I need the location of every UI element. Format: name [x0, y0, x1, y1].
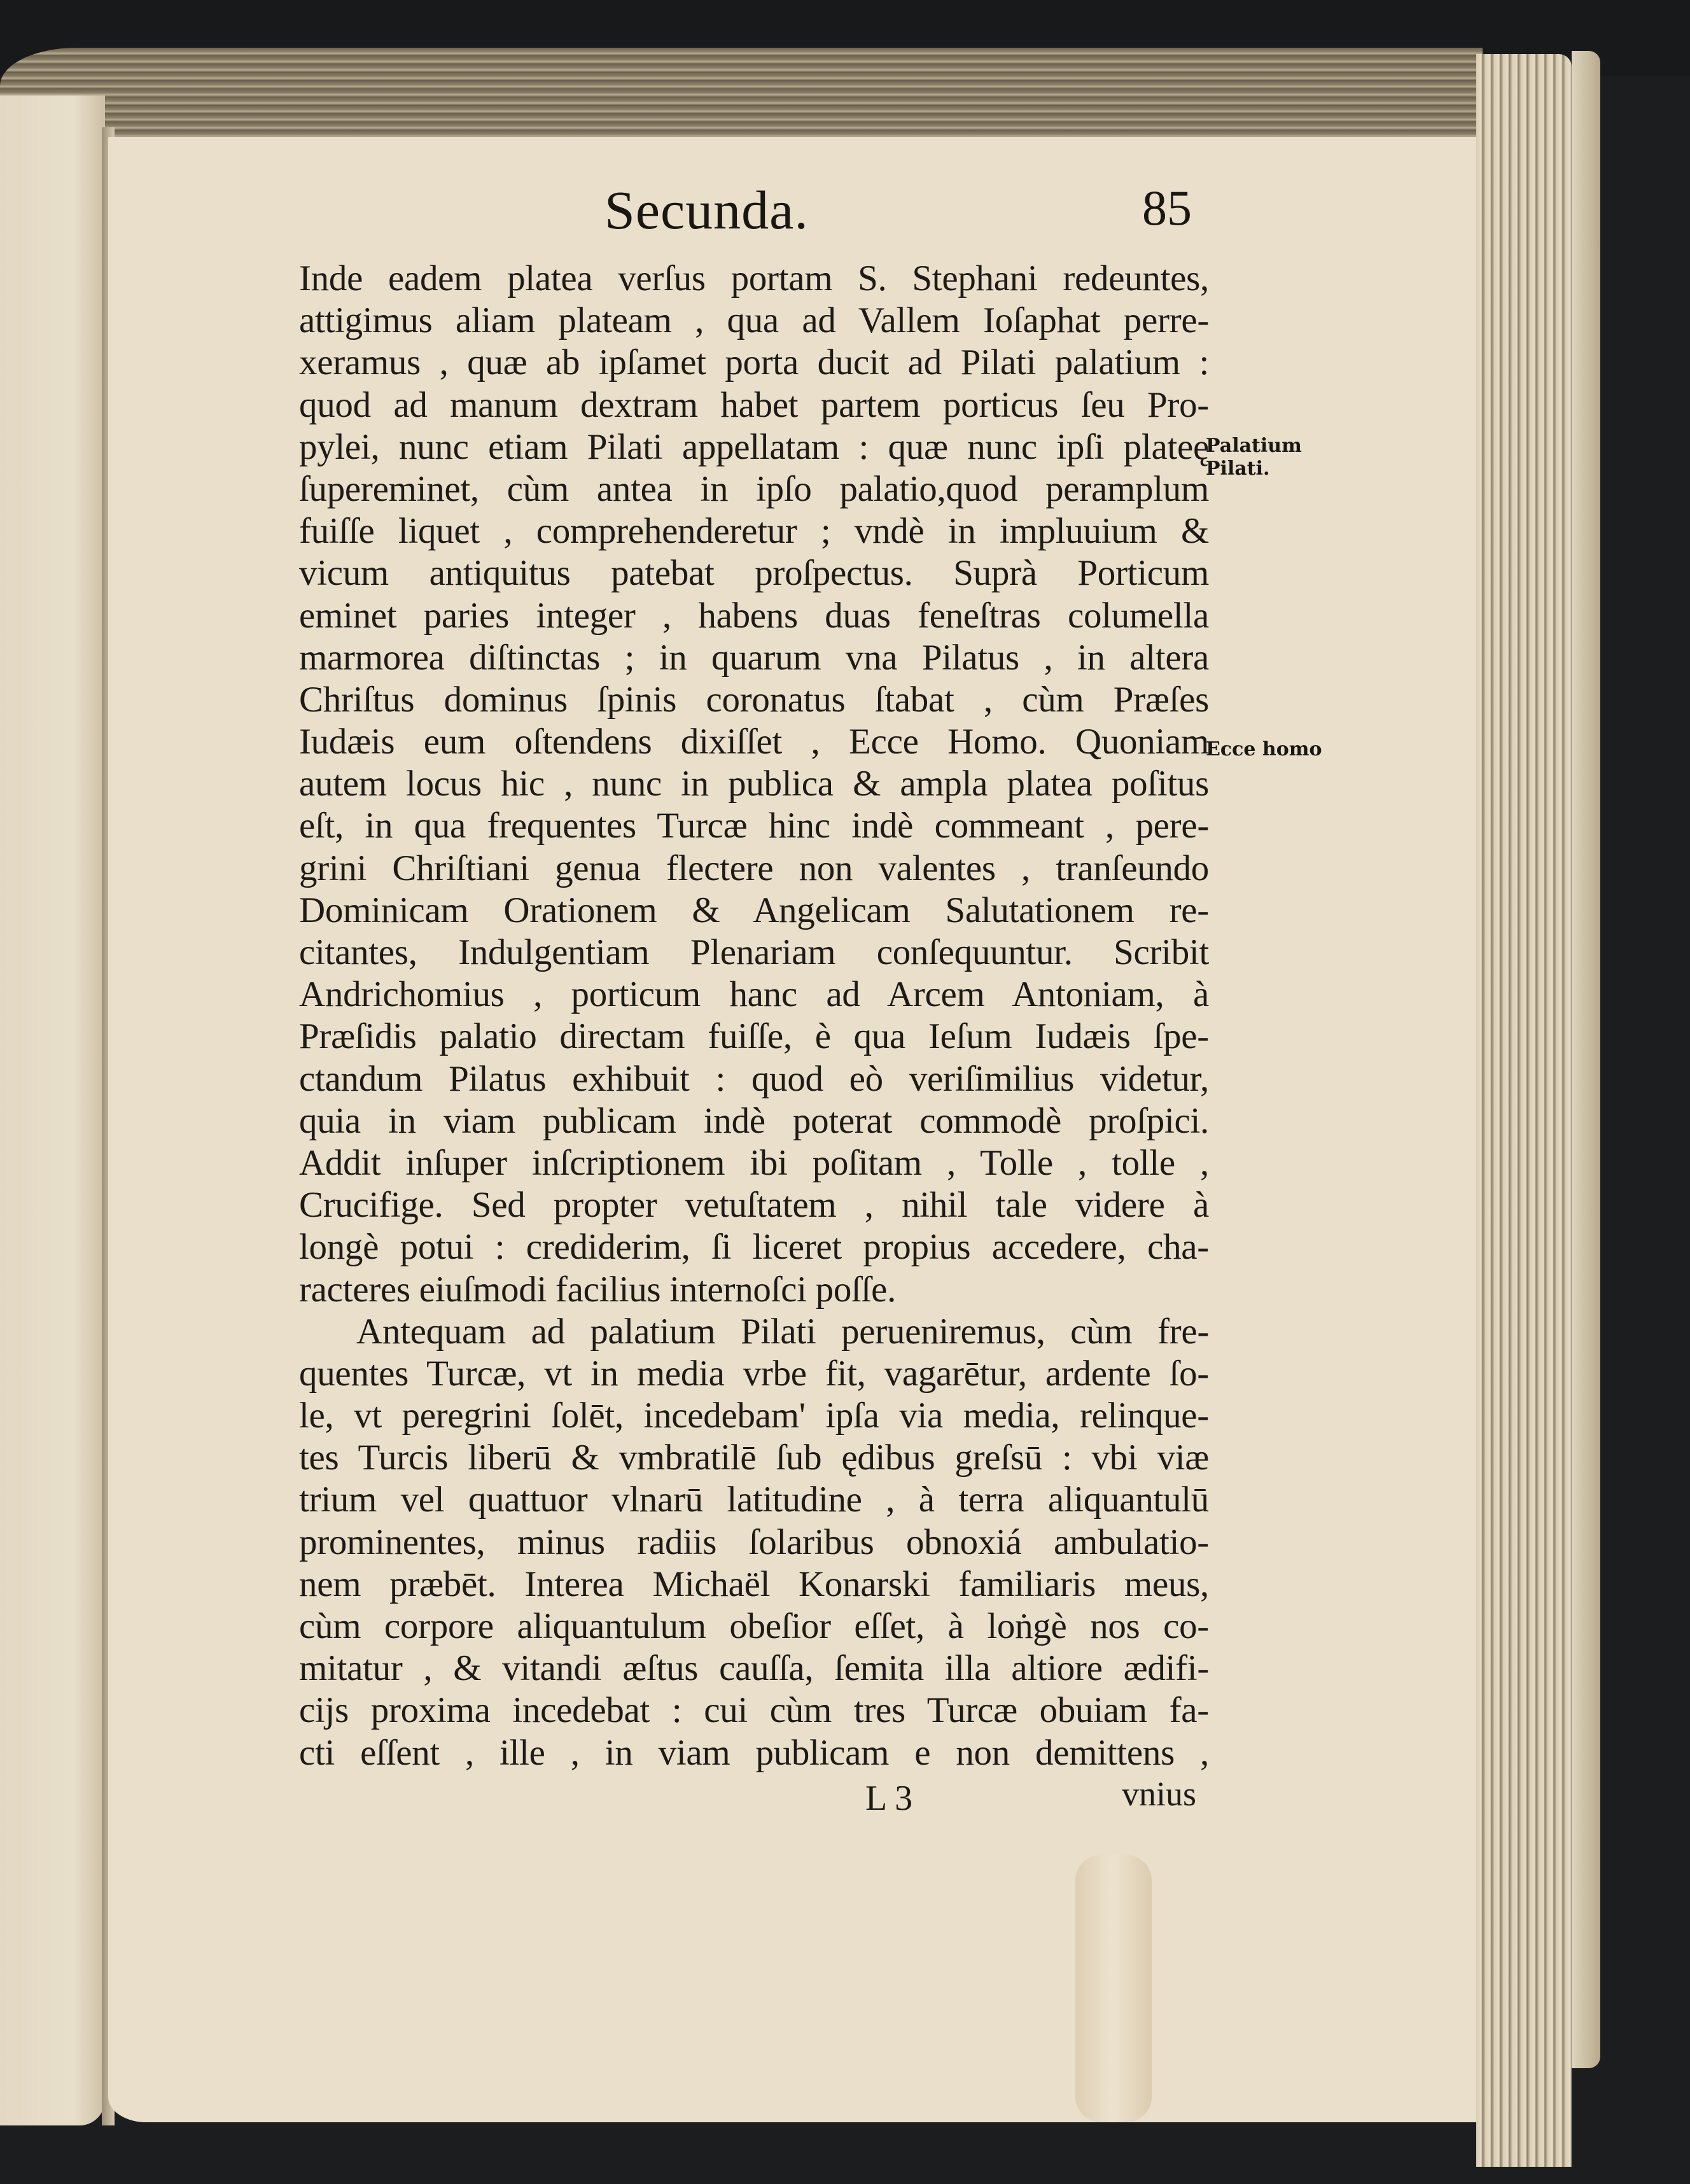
text-line: tes Turcis liberū & vmbratilē ſub ędibus greſsū : vbi viæ: [299, 1438, 1209, 1478]
page-number: 85: [1142, 180, 1192, 235]
text-line: quod ad manum dextram habet partem porticus ſeu Pro-: [299, 384, 1209, 425]
text-line: nem præbēt. Interea Michaël Konarski familiaris meus,: [299, 1564, 1209, 1604]
text-line: Addit inſuper inſcriptionem ibi poſitam , Tolle , tolle ,: [299, 1142, 1209, 1183]
signature-mark: L 3: [865, 1778, 913, 1818]
text-line: Andrichomius , porticum hanc ad Arcem Antoniam, à: [299, 974, 1209, 1015]
marginal-note-line: Pilati.: [1206, 458, 1270, 480]
text-line: marmorea diſtinctas ; in quarum vna Pilatus , in altera: [299, 637, 1209, 678]
text-line: longè potui : crediderim, ſi liceret propius accedere, cha-: [299, 1227, 1209, 1268]
marginal-note-palatium-pilati: [1206, 435, 1302, 480]
marginal-note-line: Ecce homo: [1206, 738, 1322, 760]
text-line: citantes, Indulgentiam Plenariam conſequuntur. Scribit: [299, 932, 1209, 972]
text-line: cùm corpore aliquantulum obeſior eſſet, à loṅgè nos co-: [299, 1606, 1209, 1646]
catchword: vnius: [1121, 1774, 1196, 1813]
book-cover-edge: [1572, 51, 1600, 2068]
page-footer: [299, 1774, 1209, 1825]
text-line: ſupereminet, cùm antea in ipſo palatio,quod peramplum: [299, 468, 1209, 509]
text-line: Chriſtus dominus ſpinis coronatus ſtabat , cùm Præſes: [299, 679, 1209, 720]
text-line: xeramus , quæ ab ipſamet porta ducit ad Pilati palatium :: [299, 342, 1209, 383]
text-line: fuiſſe liquet , comprehenderetur ; vndè in impluuium &: [299, 511, 1209, 552]
text-line: Præſidis palatio directam fuiſſe, è qua Ieſum Iudæis ſpe-: [299, 1016, 1209, 1057]
body-text: [299, 258, 1209, 1774]
text-line: eſt, in qua frequentes Turcæ hinc indè commeant , pere-: [299, 806, 1209, 846]
text-line: quentes Turcæ, vt in media vrbe fit, vagarētur, ardente ſo-: [299, 1353, 1209, 1394]
text-line: eminet paries integer , habens duas feneſtras columella: [299, 595, 1209, 636]
running-head-title: Secunda.: [604, 179, 809, 241]
left-page-edge: [0, 95, 105, 2125]
text-line: prominentes, minus radiis ſolaribus obnoxiá ambulatio-: [299, 1522, 1209, 1562]
text-line: cti eſſent , ille , in viam publicam e non demittens ,: [299, 1732, 1209, 1773]
text-line: le, vt peregrini ſolēt, incedebam' ipſa via media, relinque-: [299, 1396, 1209, 1436]
text-line: trium vel quattuor vlnarū latitudine , à terra aliquantulū: [299, 1480, 1209, 1520]
text-line: Crucifige. Sed propter vetuſtatem , nihil tale videre à: [299, 1185, 1209, 1226]
text-line: vicum antiquitus patebat proſpectus. Suprà Porticum: [299, 553, 1209, 594]
page-text-block: [299, 172, 1209, 1825]
paragraph-start-line: Antequam ad palatium Pilati perueniremus, cùm fre-: [356, 1311, 1209, 1352]
text-line: attigimus aliam plateam , qua ad Vallem Ioſaphat perre-: [299, 300, 1209, 341]
book-fore-edge: [1476, 54, 1572, 2167]
text-line: pylei, nunc etiam Pilati appellatam : quæ nunc ipſi plateę: [299, 426, 1209, 467]
text-line: cijs proxima incedebat : cui cùm tres Turcæ obuiam fa-: [299, 1690, 1209, 1731]
marginal-note-ecce-homo: [1206, 738, 1322, 761]
text-line: quia in viam publicam indè poterat commodè proſpici.: [299, 1100, 1209, 1141]
text-line: Inde eadem platea verſus portam S. Stephani redeuntes,: [299, 258, 1209, 298]
text-line: mitatur , & vitandi æſtus cauſſa, ſemita illa altiore ædifi-: [299, 1648, 1209, 1689]
text-line: autem locus hic , nunc in publica & ampla platea poſitus: [299, 764, 1209, 804]
running-head: [299, 172, 1209, 258]
text-line: ctandum Pilatus exhibuit : quod eò veriſimilius videtur,: [299, 1058, 1209, 1099]
marginal-note-line: Palatium: [1206, 435, 1302, 457]
text-line: Dominicam Orationem & Angelicam Salutationem re-: [299, 890, 1209, 930]
text-line: grini Chriſtiani genua flectere non valentes , tranſeundo: [299, 848, 1209, 888]
text-line: Iudæis eum oſtendens dixiſſet , Ecce Homo. Quoniam: [299, 722, 1209, 762]
text-line: racteres eiuſmodi facilius internoſci poſſe.: [299, 1269, 897, 1310]
